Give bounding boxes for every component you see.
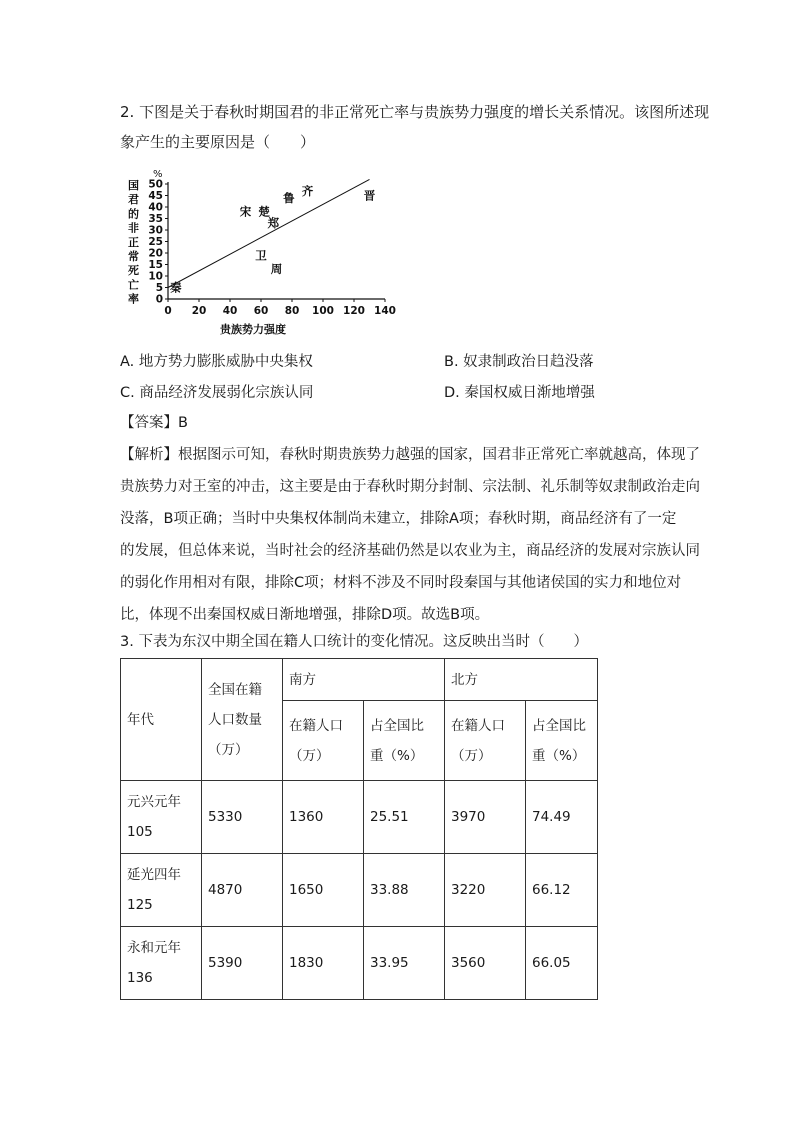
x-tick-label: 60: [253, 305, 269, 317]
y-tick-label: 45: [148, 190, 163, 202]
x-tick-label: 80: [284, 305, 300, 317]
table-row: [121, 781, 598, 854]
x-tick-label: 40: [222, 305, 238, 317]
x-axis-label: 贵族势力强度: [220, 323, 286, 336]
table-row: [121, 927, 598, 1000]
data-point-label: 周: [270, 262, 283, 277]
y-unit-label: %: [153, 169, 163, 180]
y-tick-label: 35: [148, 213, 163, 225]
y-tick-label: 40: [148, 201, 163, 214]
north-pop-cell: 3220: [445, 854, 526, 927]
y-axis-label-char: 非: [128, 221, 139, 235]
x-tick-label: 100: [312, 305, 334, 317]
header-north-pop: 在籍人口 （万）: [445, 701, 526, 781]
y-axis: [148, 179, 168, 306]
y-axis-label: [128, 178, 139, 306]
header-north-share: 占全国比 重（%）: [526, 701, 598, 781]
data-point-labels: [169, 184, 376, 295]
era-cell: 永和元年 136: [121, 927, 202, 1000]
data-point-label: 郑: [267, 216, 280, 231]
header-north: 北方: [445, 659, 598, 701]
y-tick-label: 5: [155, 282, 163, 294]
total-cell: 5330: [202, 781, 283, 854]
x-tick-label: 0: [164, 305, 172, 317]
population-table: [120, 658, 598, 1000]
north-share-cell: 74.49: [526, 781, 598, 854]
option-d: D. 秦国权威日渐地增强: [444, 385, 595, 401]
x-axis: [164, 299, 396, 317]
header-south-pop: 在籍人口 （万）: [283, 701, 364, 781]
header-south: 南方: [283, 659, 445, 701]
y-axis-label-char: 正: [128, 235, 139, 249]
data-point-label: 楚: [258, 204, 270, 219]
y-axis-label-char: 常: [128, 250, 139, 263]
scatter-chart: [120, 168, 400, 338]
south-share-cell: 33.88: [364, 854, 445, 927]
south-pop-cell: 1650: [283, 854, 364, 927]
data-point-label: 宋: [239, 204, 252, 219]
y-axis-label-char: 国: [128, 179, 139, 192]
option-c: C. 商品经济发展弱化宗族认同: [120, 385, 314, 401]
x-tick-label: 20: [191, 305, 207, 317]
south-pop-cell: 1360: [283, 781, 364, 854]
north-share-cell: 66.05: [526, 927, 598, 1000]
answer-label: 【答案】B: [120, 415, 188, 431]
y-tick-label: 20: [148, 247, 163, 260]
data-point-label: 晋: [363, 188, 376, 203]
x-tick-label: 120: [343, 305, 365, 317]
option-b: B. 奴隶制政治日趋没落: [444, 354, 594, 370]
era-cell: 延光四年 125: [121, 854, 202, 927]
header-era: 年代: [121, 659, 202, 781]
y-tick-label: 30: [148, 224, 163, 237]
north-pop-cell: 3970: [445, 781, 526, 854]
analysis-line: 比，体现不出秦国权威日渐地增强，排除D项。故选B项。: [120, 607, 490, 623]
south-share-cell: 25.51: [364, 781, 445, 854]
option-a: A. 地方势力膨胀威胁中央集权: [120, 354, 313, 370]
x-tick-label: 140: [374, 305, 396, 317]
y-axis-label-char: 率: [128, 292, 139, 306]
trend-line: [168, 179, 370, 287]
total-cell: 4870: [202, 854, 283, 927]
y-axis-label-char: 亡: [128, 278, 139, 292]
y-tick-label: 15: [148, 259, 163, 271]
y-axis-label-char: 的: [128, 207, 139, 221]
data-point-label: 卫: [255, 248, 267, 263]
analysis-line: 的弱化作用相对有限，排除C项；材料不涉及不同时段秦国与其他诸侯国的实力和地位对: [120, 575, 682, 591]
total-cell: 5390: [202, 927, 283, 1000]
header-total: 全国在籍 人口数量 （万）: [202, 659, 283, 781]
south-pop-cell: 1830: [283, 927, 364, 1000]
data-point-label: 鲁: [283, 190, 295, 205]
header-south-share: 占全国比 重（%）: [364, 701, 445, 781]
question-3-stem: 3. 下表为东汉中期全国在籍人口统计的变化情况。这反映出当时（ ）: [120, 634, 588, 650]
analysis-paragraph: [120, 439, 700, 631]
y-axis-label-char: 死: [128, 264, 139, 278]
y-axis-label-char: 君: [128, 193, 139, 207]
y-tick-label: 0: [155, 293, 163, 306]
data-point-label: 秦: [170, 280, 182, 295]
analysis-line: 【解析】根据图示可知，春秋时期贵族势力越强的国家，国君非正常死亡率就越高，体现了: [120, 447, 700, 463]
y-tick-label: 10: [148, 270, 163, 283]
question-2-stem: 2. 下图是关于春秋时期国君的非正常死亡率与贵族势力强度的增长关系情况。该图所述现: [120, 103, 710, 121]
analysis-line: 的发展，但总体来说，当时社会的经济基础仍然是以农业为主，商品经济的发展对宗族认同: [120, 543, 700, 559]
analysis-line: 没落，B项正确；当时中央集权体制尚未建立，排除A项；春秋时期，商品经济有了一定: [120, 511, 677, 527]
north-share-cell: 66.12: [526, 854, 598, 927]
north-pop-cell: 3560: [445, 927, 526, 1000]
analysis-line: 贵族势力对王室的冲击，这主要是由于春秋时期分封制、宗法制、礼乐制等奴隶制政治走向: [120, 479, 700, 495]
table-row: [121, 854, 598, 927]
era-cell: 元兴元年 105: [121, 781, 202, 854]
y-tick-label: 50: [148, 178, 163, 191]
south-share-cell: 33.95: [364, 927, 445, 1000]
data-point-label: 齐: [301, 183, 314, 198]
y-tick-label: 25: [148, 236, 163, 248]
question-2-stem-cont: 象产生的主要原因是（ ）: [120, 133, 316, 151]
